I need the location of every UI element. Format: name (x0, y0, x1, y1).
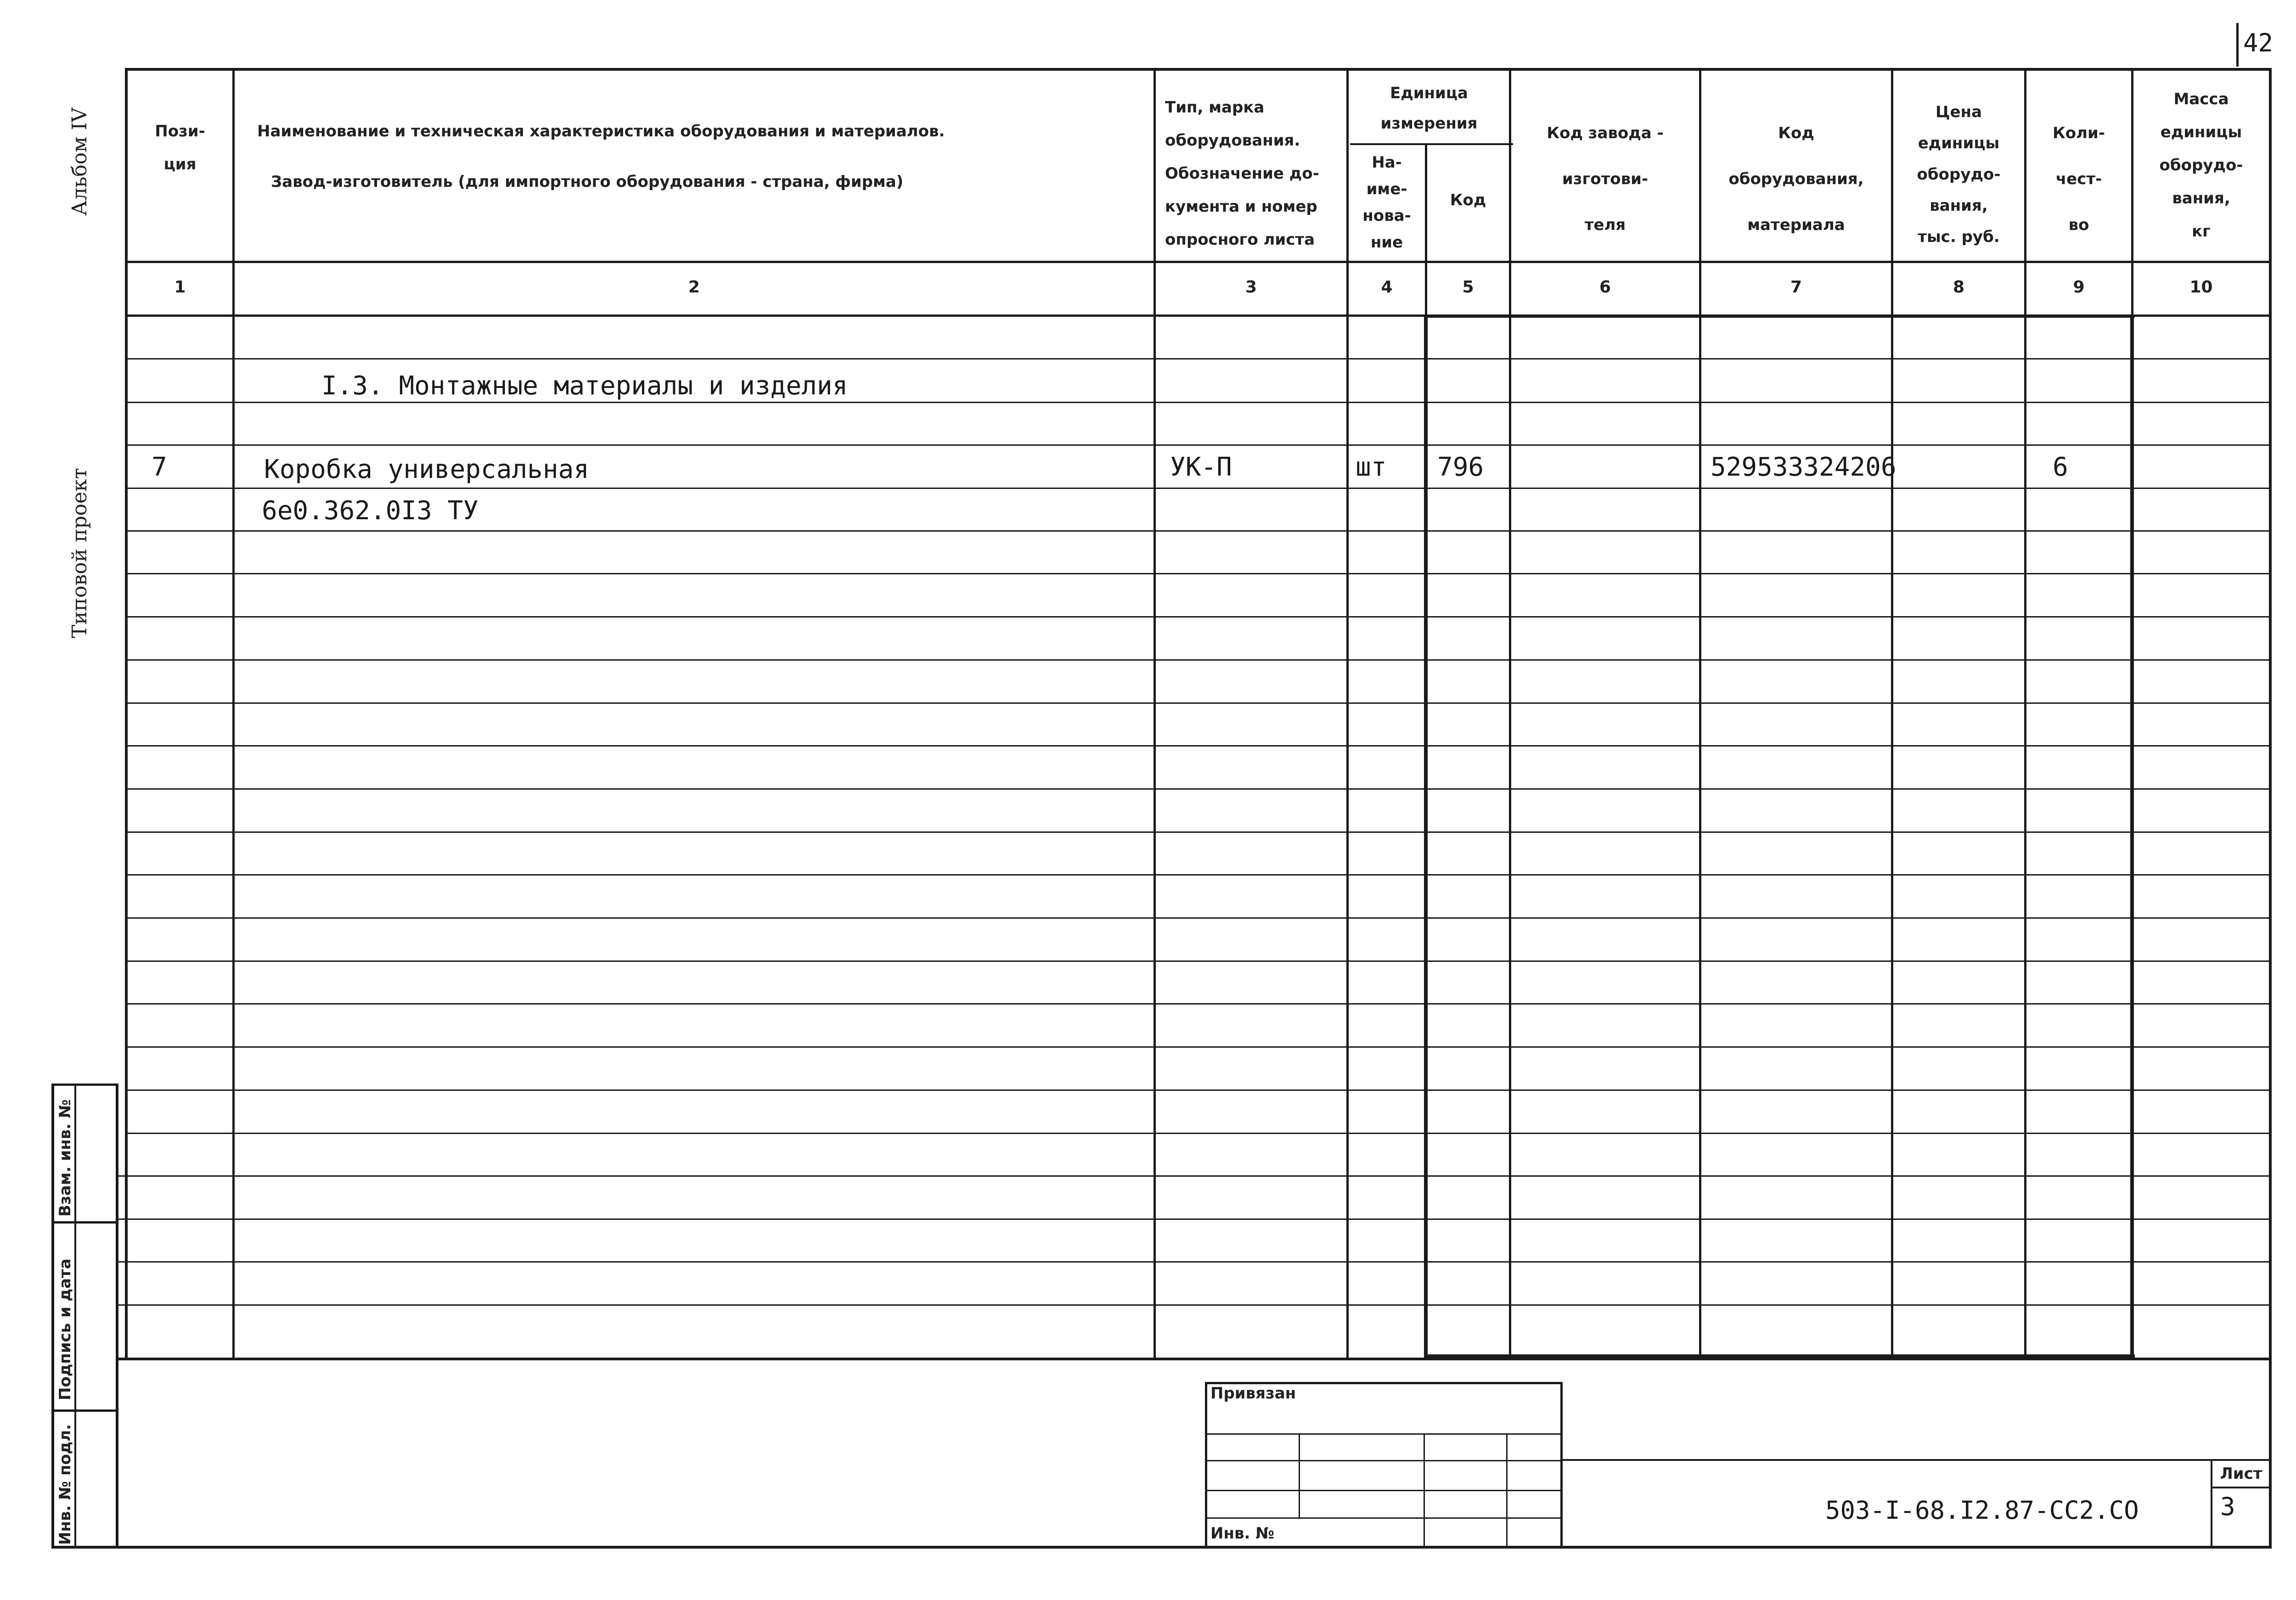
header-unit: Единица измерения (1380, 84, 1478, 133)
header-pos: Пози- ция (155, 122, 205, 174)
stamp-vzam: Взам. инв. № (56, 1099, 74, 1217)
header-unit-code: Код (1450, 191, 1486, 209)
cell-name: 6е0.362.0I3 ТУ (262, 496, 479, 526)
sheet-label: Лист (2220, 1465, 2262, 1483)
header-mass: Масса единицы оборудо- вания, кг (2159, 90, 2243, 241)
doc-code: 503-I-68.I2.87-СС2.СО (1825, 1496, 2139, 1525)
header-unit-name: На- име- нова- ние (1362, 153, 1411, 252)
cell-name: Коробка универсальная (264, 455, 590, 484)
side-label-project: Типовой проект (68, 468, 91, 638)
header-type: Тип, марка оборудования. Обозначение до- кумента и номер опросного листа (1165, 98, 1319, 249)
cell-type: УК-П (1170, 452, 1232, 482)
header-name-2: Завод-изготовитель (для импортного оборудования - страна, фирма) (271, 173, 904, 191)
cell-equip-code: 529533324206 (1711, 452, 1896, 482)
header-name-1: Наименование и техническая характеристика оборудования и материалов. (257, 122, 945, 140)
page-number: 42 (2243, 28, 2273, 57)
sheet-number: 3 (2220, 1492, 2235, 1521)
cell-pos: 7 (152, 452, 167, 482)
cell-unit: шт (1356, 452, 1387, 482)
cell-qty: 6 (2053, 452, 2068, 482)
cell-unit-code: 796 (1437, 452, 1484, 482)
section-title: I.3. Монтажные материалы и изделия (321, 371, 848, 401)
header-equip-code: Код оборудования, материала (1728, 124, 1864, 234)
header-price: Цена единицы оборудо- вания, тыс. руб. (1917, 103, 2001, 246)
header-factory: Код завода - изготови- теля (1547, 124, 1664, 234)
inv-label: Инв. № (1210, 1524, 1275, 1543)
stamp-inv-podl: Инв. № подл. (56, 1424, 74, 1545)
header-qty: Коли- чест- во (2053, 124, 2105, 234)
stamp-podpis: Подпись и дата (56, 1258, 74, 1400)
side-label-album: Альбом IV (68, 107, 91, 216)
privyazan-label: Привязан (1210, 1384, 1296, 1403)
